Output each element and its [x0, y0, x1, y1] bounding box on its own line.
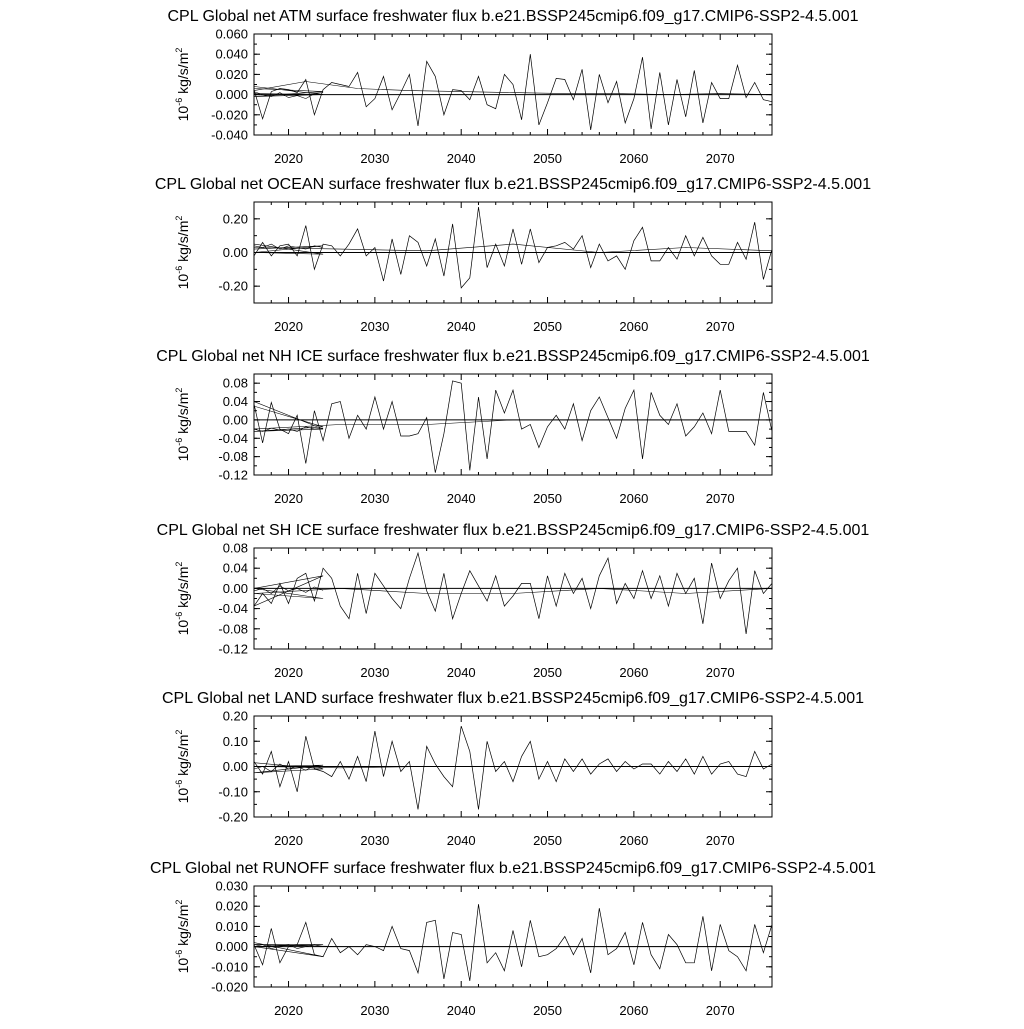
y-tick-label: 0.020: [215, 66, 248, 82]
x-tick-label: 2060: [619, 151, 649, 166]
x-tick-label: 2020: [274, 665, 303, 680]
y-tick-label: 0.000: [215, 87, 248, 103]
x-tick-label: 2030: [360, 151, 390, 166]
y-axis-label-unit: kg/s/m: [175, 904, 191, 950]
x-tick-label: 2070: [705, 319, 735, 334]
chart-panel-6: [150, 860, 876, 1018]
y-axis-label-unit: kg/s/m: [175, 392, 191, 438]
y-axis-label-base: 10: [175, 957, 191, 974]
x-tick-label: 2070: [705, 1003, 735, 1018]
y-tick-label: -0.020: [211, 107, 248, 123]
x-tick-label: 2030: [360, 665, 390, 680]
y-tick-label: -0.08: [218, 621, 248, 637]
y-axis-label: [174, 730, 191, 804]
y-tick-label: 0.04: [222, 560, 248, 576]
x-tick-label: 2020: [274, 151, 303, 166]
y-axis-label: [174, 562, 191, 636]
x-tick-label: 2050: [533, 833, 562, 848]
y-tick-label: -0.10: [218, 784, 248, 800]
y-tick-label: 0.000: [215, 939, 248, 955]
y-tick-label: -0.010: [211, 959, 248, 975]
x-tick-label: 2060: [619, 665, 649, 680]
x-tick-label: 2030: [360, 319, 390, 334]
y-axis-label-superscript: 2: [174, 729, 184, 735]
y-tick-label: -0.12: [218, 467, 248, 483]
x-tick-label: 2070: [705, 665, 735, 680]
chart-title: CPL Global net RUNOFF surface freshwater flux b.e21.BSSP245cmip6.f09_g17.CMIP6-SSP2-4.5.001: [150, 860, 876, 877]
y-axis-label-superscript: 2: [174, 387, 184, 393]
y-tick-label: 0.00: [222, 580, 248, 596]
y-tick-label: 0.030: [215, 878, 248, 894]
y-axis-label-superscript: 2: [174, 561, 184, 567]
y-tick-label: 0.010: [215, 918, 248, 934]
x-tick-label: 2050: [533, 1003, 562, 1018]
series-line-2: [254, 945, 772, 947]
x-tick-label: 2050: [533, 151, 562, 166]
y-axis-label-unit: kg/s/m: [175, 566, 191, 612]
chart-title: CPL Global net NH ICE surface freshwater flux b.e21.BSSP245cmip6.f09_g17.CMIP6-SSP2-4.5.001: [156, 348, 870, 365]
plot-frame: [254, 886, 772, 987]
x-tick-label: 2050: [533, 319, 562, 334]
y-axis-label-exponent: -6: [174, 611, 184, 620]
x-tick-label: 2030: [360, 833, 390, 848]
series-line-1: [254, 381, 772, 473]
x-tick-label: 2020: [274, 319, 303, 334]
chart-title: CPL Global net OCEAN surface freshwater flux b.e21.BSSP245cmip6.f09_g17.CMIP6-SSP2-4.5.001: [154, 176, 872, 193]
y-tick-label: 0.00: [222, 412, 248, 428]
y-tick-label: -0.020: [211, 979, 248, 995]
x-tick-label: 2070: [705, 491, 735, 506]
y-tick-label: -0.12: [218, 641, 248, 657]
y-tick-label: -0.040: [211, 127, 248, 143]
y-axis-label-base: 10: [175, 787, 191, 804]
series-line-2: [254, 244, 772, 252]
y-tick-label: 0.00: [222, 759, 248, 774]
y-axis-label-exponent: -6: [174, 437, 184, 446]
x-tick-label: 2060: [619, 833, 649, 848]
x-tick-label: 2060: [619, 491, 649, 506]
y-axis-label: [174, 388, 191, 462]
y-tick-label: 0.20: [222, 211, 248, 227]
x-tick-label: 2050: [533, 665, 562, 680]
y-tick-label: -0.08: [218, 449, 248, 465]
y-tick-label: 0.060: [215, 26, 248, 42]
x-tick-label: 2020: [274, 1003, 303, 1018]
y-tick-label: 0.04: [222, 394, 248, 410]
y-axis-label-base: 10: [175, 445, 191, 462]
y-tick-label: -0.20: [218, 278, 248, 294]
y-axis-label-exponent: -6: [174, 949, 184, 958]
y-axis-label-exponent: -6: [174, 265, 184, 274]
y-axis-label: [174, 48, 191, 122]
series-line-4: [254, 402, 323, 432]
x-tick-label: 2060: [619, 319, 649, 334]
x-tick-label: 2040: [446, 1003, 476, 1018]
x-tick-label: 2070: [705, 151, 735, 166]
x-tick-label: 2060: [619, 1003, 649, 1018]
x-tick-label: 2040: [446, 665, 476, 680]
x-tick-label: 2050: [533, 491, 562, 506]
x-tick-label: 2070: [705, 833, 735, 848]
y-tick-label: 0.20: [222, 708, 248, 724]
plot-frame: [254, 548, 772, 649]
series-line-2: [254, 82, 772, 95]
chart-panel-3: [156, 348, 870, 506]
y-tick-label: -0.20: [218, 809, 248, 825]
y-axis-label-exponent: -6: [174, 97, 184, 106]
series-line-4: [254, 576, 323, 606]
y-tick-label: 0.020: [215, 898, 248, 914]
x-tick-label: 2040: [446, 833, 476, 848]
series-line-1: [254, 904, 772, 981]
x-tick-label: 2040: [446, 319, 476, 334]
y-tick-label: -0.04: [218, 601, 248, 617]
series-line-2: [254, 420, 772, 429]
x-tick-label: 2040: [446, 491, 476, 506]
y-axis-label-superscript: 2: [174, 215, 184, 221]
y-axis-label: [174, 216, 191, 290]
chart-panel-2: [155, 176, 871, 334]
y-tick-label: 0.08: [222, 540, 248, 556]
y-axis-label-base: 10: [175, 619, 191, 636]
y-axis-label: [174, 900, 191, 974]
series-line-1: [254, 207, 772, 288]
y-axis-label-unit: kg/s/m: [175, 220, 191, 266]
y-tick-label: 0.040: [215, 46, 248, 62]
chart-panel-1: [167, 8, 858, 166]
series-line-2: [254, 588, 772, 593]
x-tick-label: 2020: [274, 833, 303, 848]
y-axis-label-base: 10: [175, 273, 191, 290]
y-axis-label-unit: kg/s/m: [175, 52, 191, 98]
y-axis-label-superscript: 2: [174, 899, 184, 905]
x-tick-label: 2020: [274, 491, 303, 506]
y-tick-label: -0.04: [218, 430, 248, 446]
chart-title: CPL Global net ATM surface freshwater flux b.e21.BSSP245cmip6.f09_g17.CMIP6-SSP2-4.5.001: [167, 8, 859, 25]
chart-title: CPL Global net LAND surface freshwater flux b.e21.BSSP245cmip6.f09_g17.CMIP6-SSP2-4.5.001: [161, 690, 865, 707]
x-tick-label: 2030: [360, 1003, 390, 1018]
series-line-1: [254, 54, 772, 130]
x-tick-label: 2030: [360, 491, 390, 506]
x-tick-label: 2040: [446, 151, 476, 166]
y-tick-label: 0.00: [222, 245, 248, 260]
chart-panel-5: [162, 690, 864, 848]
y-tick-label: 0.10: [222, 733, 248, 749]
chart-panel-4: [157, 522, 870, 680]
y-axis-label-unit: kg/s/m: [175, 734, 191, 780]
y-tick-label: 0.08: [222, 375, 248, 391]
y-axis-label-exponent: -6: [174, 779, 184, 788]
chart-title: CPL Global net SH ICE surface freshwater flux b.e21.BSSP245cmip6.f09_g17.CMIP6-SSP2-4.5.001: [156, 522, 870, 539]
y-axis-label-base: 10: [175, 105, 191, 122]
y-axis-label-superscript: 2: [174, 47, 184, 53]
